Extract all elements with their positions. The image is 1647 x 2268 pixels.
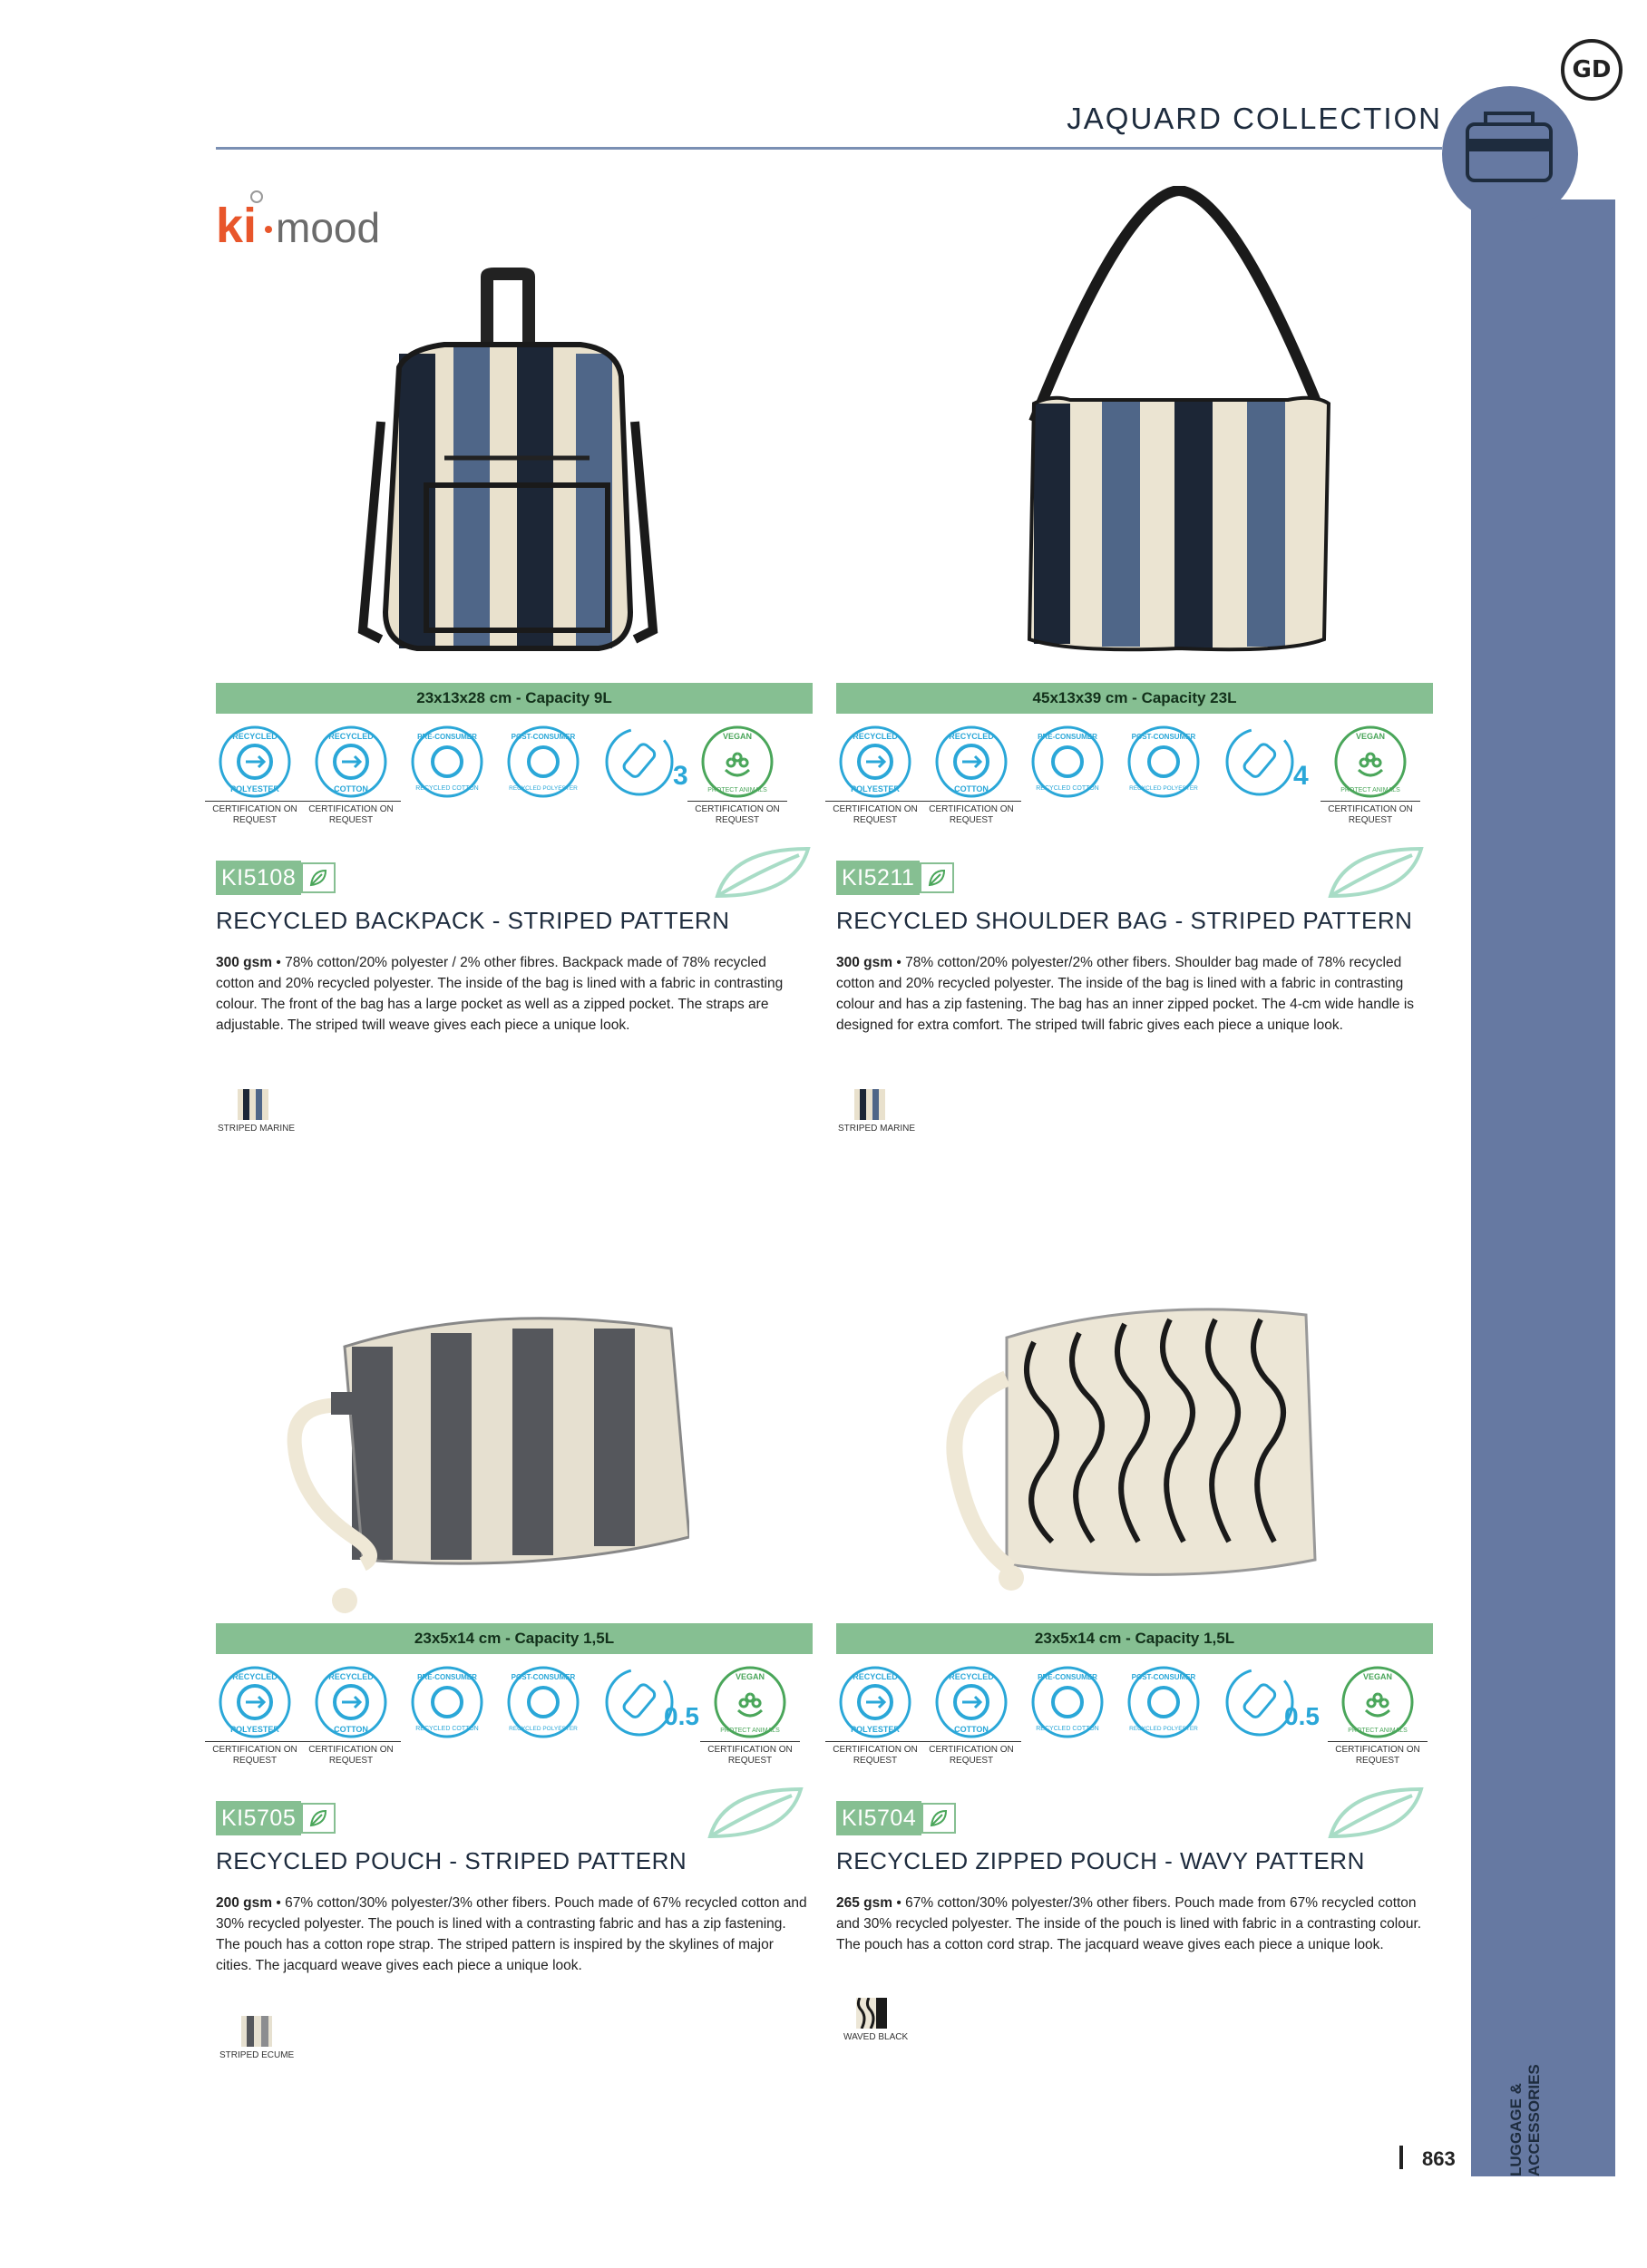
vegan-icon: [713, 1665, 787, 1739]
product-title: RECYCLED SHOULDER BAG - STRIPED PATTERN: [836, 907, 1413, 934]
svg-text:RECYCLED: RECYCLED: [853, 732, 898, 741]
certification-note-cotton: CERTIFICATION ON REQUEST: [301, 1741, 401, 1767]
product-gsm: 300 gsm: [836, 955, 893, 970]
svg-text:POLYESTER: POLYESTER: [851, 784, 900, 793]
certification-note-vegan: CERTIFICATION ON REQUEST: [687, 801, 787, 826]
product-code: [836, 861, 954, 895]
side-category-line1: LUGGAGE &: [1507, 2083, 1525, 2176]
svg-text:RECYCLED COTTON: RECYCLED COTTON: [1036, 785, 1099, 792]
svg-text:RECYCLED: RECYCLED: [232, 1672, 278, 1681]
certification-icons: [212, 1665, 813, 1766]
certification-icons: [833, 1665, 1433, 1766]
page-number: 863: [1422, 2147, 1456, 2170]
svg-text:RECYCLED: RECYCLED: [328, 732, 374, 741]
product-code-text: KI5704: [836, 1801, 921, 1835]
recycled-cotton-icon: [934, 1665, 1009, 1739]
svg-text:POST-CONSUMER: POST-CONSUMER: [1131, 1673, 1196, 1681]
bottle-icon: [602, 1665, 711, 1739]
svg-text:mood: mood: [276, 204, 381, 251]
colour-swatch: [241, 2016, 272, 2047]
svg-text:RECYCLED COTTON: RECYCLED COTTON: [415, 1726, 479, 1732]
bag-icon: [1442, 86, 1578, 222]
colour-swatch: [856, 1998, 887, 2029]
svg-text:VEGAN: VEGAN: [722, 732, 753, 741]
product-description: [836, 1893, 1428, 1955]
svg-text:PRÉ-CONSUMER: PRÉ-CONSUMER: [1038, 733, 1097, 741]
post-consumer-icon: [506, 1665, 580, 1739]
product-block-ki5108: [212, 683, 813, 1154]
svg-text:0.5: 0.5: [664, 1702, 699, 1730]
wavy-pouch-image: [907, 1270, 1324, 1650]
colour-label: STRIPED ECUME: [219, 2050, 295, 2060]
pre-consumer-icon: [410, 1665, 484, 1739]
corner-logo-text: GD: [1572, 56, 1612, 83]
svg-text:POLYESTER: POLYESTER: [230, 784, 279, 793]
product-title: RECYCLED ZIPPED POUCH - WAVY PATTERN: [836, 1847, 1365, 1874]
product-block-ki5705: [212, 1623, 813, 2077]
vegan-icon: [700, 725, 775, 799]
recycled-polyester-icon: [218, 725, 292, 799]
svg-text:0.5: 0.5: [1284, 1702, 1320, 1730]
dimensions-bar: 23x5x14 cm - Capacity 1,5L: [216, 1623, 813, 1654]
leaf-icon: [706, 1785, 805, 1841]
svg-text:RECYCLED: RECYCLED: [232, 732, 278, 741]
svg-text:3: 3: [673, 761, 688, 791]
svg-text:PRÉ-CONSUMER: PRÉ-CONSUMER: [1038, 1673, 1097, 1681]
certification-note-polyester: CERTIFICATION ON REQUEST: [205, 1741, 305, 1767]
product-code: [216, 861, 336, 895]
svg-text:POST-CONSUMER: POST-CONSUMER: [511, 1673, 576, 1681]
svg-text:RECYCLED: RECYCLED: [853, 1672, 898, 1681]
product-code-text: KI5705: [216, 1801, 301, 1835]
vegan-icon: [1340, 1665, 1415, 1739]
product-block-ki5704: [833, 1623, 1433, 2077]
product-code-text: KI5108: [216, 861, 301, 895]
svg-text:PROTECT ANIMALS: PROTECT ANIMALS: [1340, 787, 1400, 793]
small-leaf-icon: [301, 1803, 336, 1834]
svg-text:RECYCLED POLYESTER: RECYCLED POLYESTER: [1129, 785, 1198, 792]
recycled-cotton-icon: [314, 1665, 388, 1739]
bottle-icon: [1223, 725, 1313, 799]
bottle-icon: [1223, 1665, 1331, 1739]
svg-text:PROTECT ANIMALS: PROTECT ANIMALS: [707, 787, 767, 793]
svg-text:VEGAN: VEGAN: [1355, 732, 1386, 741]
svg-text:RECYCLED POLYESTER: RECYCLED POLYESTER: [509, 785, 578, 792]
side-band: [1471, 200, 1615, 2176]
svg-text:VEGAN: VEGAN: [1362, 1672, 1393, 1681]
small-leaf-icon: [921, 1803, 956, 1834]
svg-text:POLYESTER: POLYESTER: [851, 1725, 900, 1734]
product-gsm: 300 gsm: [216, 955, 273, 970]
recycled-polyester-icon: [218, 1665, 292, 1739]
colour-swatch: [854, 1089, 885, 1120]
certification-note-polyester: CERTIFICATION ON REQUEST: [825, 801, 925, 826]
certification-note-vegan: CERTIFICATION ON REQUEST: [700, 1741, 800, 1767]
recycled-polyester-icon: [838, 725, 912, 799]
dimensions-bar: 23x13x28 cm - Capacity 9L: [216, 683, 813, 714]
svg-text:PRÉ-CONSUMER: PRÉ-CONSUMER: [417, 1673, 477, 1681]
recycled-cotton-icon: [314, 725, 388, 799]
colour-label: STRIPED MARINE: [218, 1124, 296, 1134]
pre-consumer-icon: [1030, 1665, 1105, 1739]
recycled-cotton-icon: [934, 725, 1009, 799]
certification-note-polyester: CERTIFICATION ON REQUEST: [825, 1741, 925, 1767]
product-code-text: KI5211: [836, 861, 920, 895]
svg-text:PRÉ-CONSUMER: PRÉ-CONSUMER: [417, 733, 477, 741]
striped-pouch-image: [272, 1265, 689, 1628]
colour-label: STRIPED MARINE: [838, 1124, 916, 1134]
shoulder-bag-image: [1016, 186, 1342, 657]
certification-note-polyester: CERTIFICATION ON REQUEST: [205, 801, 305, 826]
svg-text:4: 4: [1293, 761, 1309, 791]
svg-text:COTTON: COTTON: [334, 1725, 368, 1734]
backpack-image: [345, 268, 671, 667]
product-title: RECYCLED BACKPACK - STRIPED PATTERN: [216, 907, 730, 934]
svg-text:ki: ki: [216, 199, 258, 253]
category-circle: [1442, 86, 1578, 222]
recycled-polyester-icon: [838, 1665, 912, 1739]
svg-text:COTTON: COTTON: [954, 784, 989, 793]
certification-icons: [833, 725, 1433, 825]
svg-text:RECYCLED COTTON: RECYCLED COTTON: [415, 785, 479, 792]
product-description: [216, 1893, 807, 1976]
certification-note-cotton: CERTIFICATION ON REQUEST: [921, 1741, 1021, 1767]
header-rule: [216, 147, 1442, 150]
product-description-text: • 78% cotton/20% polyester / 2% other fibres. Backpack made of 78% recycled cotton and 20% recycled polyester. The inside of the bag is lined with a fabric in contrasting colour. The front of the bag has a large pocket as well as a zipped pocket. The straps are adjustable. The striped twill weave gives each piece a unique look.: [216, 955, 784, 1033]
leaf-icon: [713, 844, 813, 900]
product-gsm: 265 gsm: [836, 1895, 893, 1911]
certification-icons: [212, 725, 813, 825]
brand-logo: [216, 186, 406, 258]
svg-text:COTTON: COTTON: [954, 1725, 989, 1734]
post-consumer-icon: [506, 725, 580, 799]
pre-consumer-icon: [410, 725, 484, 799]
post-consumer-icon: [1126, 725, 1201, 799]
corner-logo: [1561, 39, 1623, 101]
certification-note-vegan: CERTIFICATION ON REQUEST: [1321, 801, 1420, 826]
product-description-text: • 67% cotton/30% polyester/3% other fibers. Pouch made from 67% recycled cotton and 30% recycled polyester. The inside of the pouch is lined with fabric in a contrasting colour. The pouch has a cotton cord strap. The jacquard weave gives each piece a unique look.: [836, 1895, 1422, 1952]
colour-swatch: [238, 1089, 268, 1120]
svg-text:PROTECT ANIMALS: PROTECT ANIMALS: [720, 1728, 780, 1734]
dimensions-bar: 45x13x39 cm - Capacity 23L: [836, 683, 1433, 714]
certification-note-cotton: CERTIFICATION ON REQUEST: [921, 801, 1021, 826]
product-code: [836, 1801, 956, 1835]
svg-text:POLYESTER: POLYESTER: [230, 1725, 279, 1734]
svg-text:RECYCLED: RECYCLED: [949, 732, 994, 741]
svg-text:POST-CONSUMER: POST-CONSUMER: [511, 733, 576, 741]
svg-text:COTTON: COTTON: [334, 784, 368, 793]
product-title: RECYCLED POUCH - STRIPED PATTERN: [216, 1847, 687, 1874]
small-leaf-icon: [920, 862, 954, 893]
product-description: [836, 952, 1428, 1036]
certification-note-cotton: CERTIFICATION ON REQUEST: [301, 801, 401, 826]
svg-text:RECYCLED: RECYCLED: [328, 1672, 374, 1681]
svg-text:VEGAN: VEGAN: [735, 1672, 765, 1681]
product-code: [216, 1801, 336, 1835]
dimensions-bar: 23x5x14 cm - Capacity 1,5L: [836, 1623, 1433, 1654]
product-description-text: • 78% cotton/20% polyester/2% other fibers. Shoulder bag made of 78% recycled cotton and 20% recycled polyester. The inside of the bag is lined with a fabric in contrasting colour and has a zip fastening. The bag has an inner zipped pocket. The 4-cm wide handle is designed for extra comfort. The striped twill fabric gives each piece a unique look.: [836, 955, 1415, 1033]
svg-text:RECYCLED COTTON: RECYCLED COTTON: [1036, 1726, 1099, 1732]
leaf-icon: [1326, 844, 1426, 900]
product-gsm: 200 gsm: [216, 1895, 273, 1911]
pre-consumer-icon: [1030, 725, 1105, 799]
product-description-text: • 67% cotton/30% polyester/3% other fibers. Pouch made of 67% recycled cotton and 30% recycled polyester. The pouch is lined with a contrasting fabric and has a zip fastening. The pouch has a cotton rope strap. The striped pattern is inspired by the skylines of major cities. The jacquard weave gives each piece a unique look.: [216, 1895, 807, 1973]
post-consumer-icon: [1126, 1665, 1201, 1739]
vegan-icon: [1333, 725, 1408, 799]
svg-text:RECYCLED: RECYCLED: [949, 1672, 994, 1681]
svg-text:RECYCLED POLYESTER: RECYCLED POLYESTER: [509, 1726, 578, 1732]
svg-text:POST-CONSUMER: POST-CONSUMER: [1131, 733, 1196, 741]
collection-title: JAQUARD COLLECTION: [1067, 102, 1442, 135]
product-description: [216, 952, 807, 1036]
certification-note-vegan: CERTIFICATION ON REQUEST: [1328, 1741, 1428, 1767]
side-category-line2: ACCESSORIES: [1525, 2064, 1543, 2176]
svg-text:RECYCLED POLYESTER: RECYCLED POLYESTER: [1129, 1726, 1198, 1732]
colour-label: WAVED BLACK: [843, 2032, 909, 2042]
product-block-ki5211: [833, 683, 1433, 1154]
side-category: [1506, 2064, 1587, 2181]
page-number-bar: [1399, 2146, 1403, 2169]
svg-text:PROTECT ANIMALS: PROTECT ANIMALS: [1348, 1728, 1408, 1734]
leaf-icon: [1326, 1785, 1426, 1841]
bottle-icon: [602, 725, 693, 799]
small-leaf-icon: [301, 862, 336, 893]
